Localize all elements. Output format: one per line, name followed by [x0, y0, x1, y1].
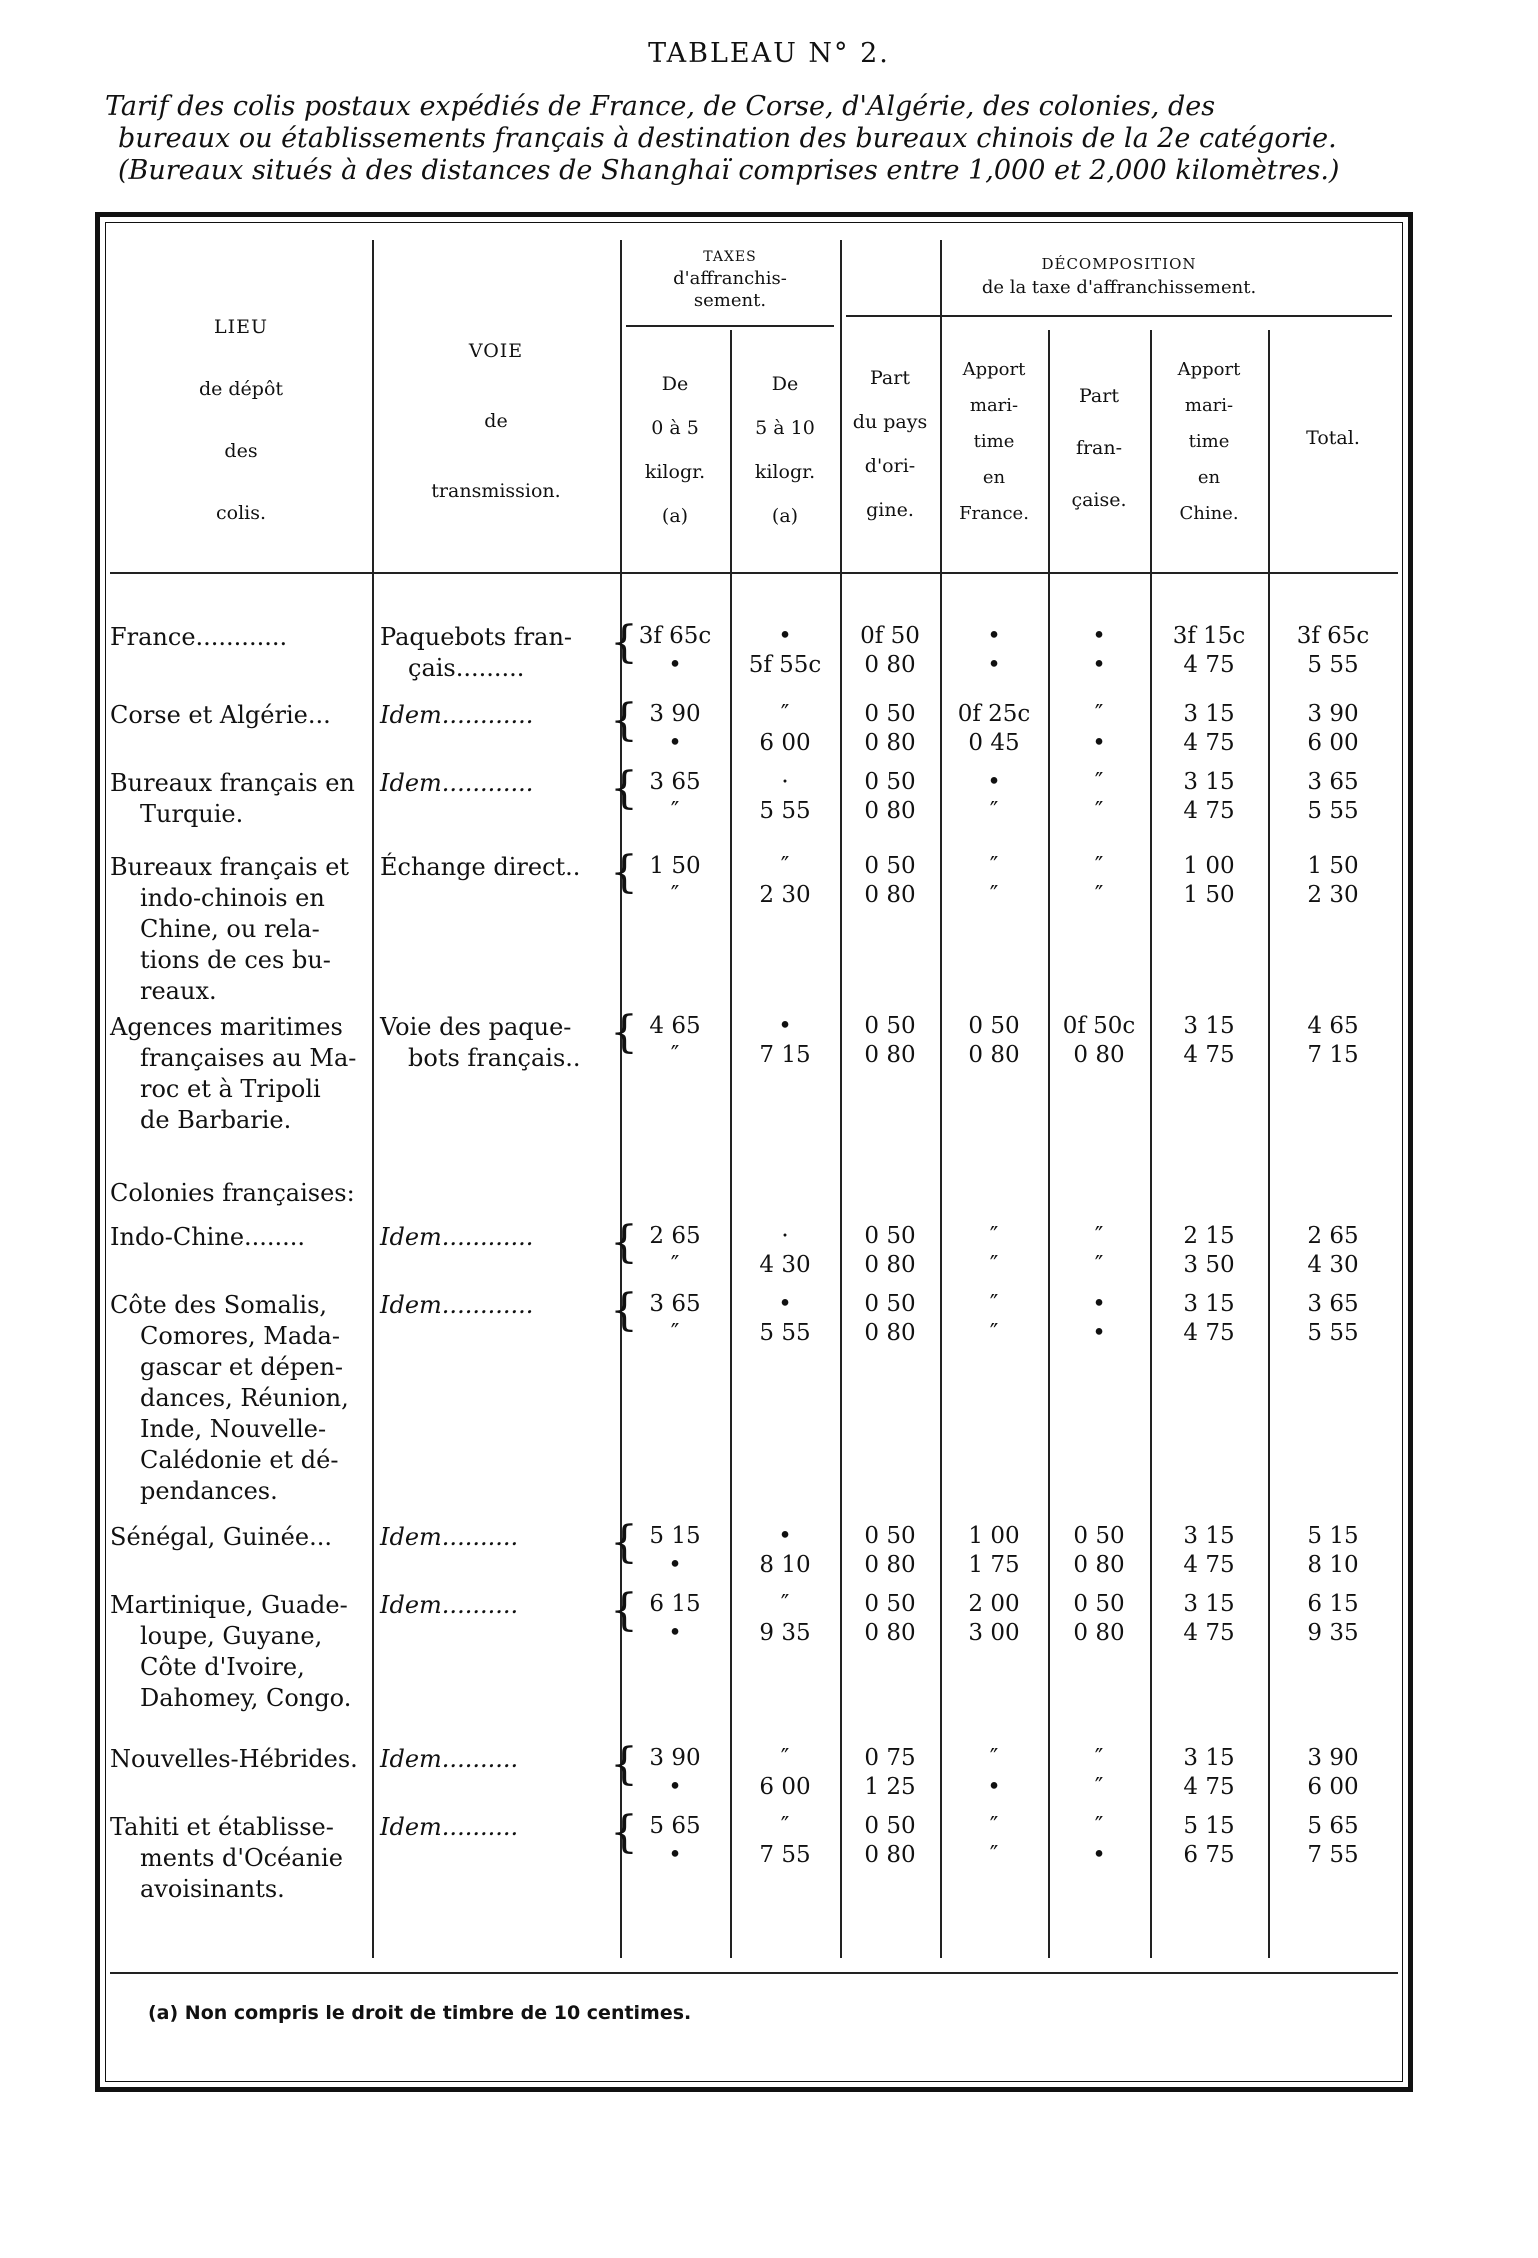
rate-value: 9 35: [1307, 1620, 1359, 1646]
header-lieu: colis.: [215, 502, 267, 524]
rate-value: •: [1092, 730, 1106, 756]
rate-value: ″: [989, 1813, 999, 1839]
header-voie: VOIE: [468, 340, 524, 362]
row-place-label: Bureaux français et: [110, 853, 350, 881]
row-place-label: Bureaux français en: [110, 769, 355, 797]
rate-value: ″: [1094, 769, 1104, 795]
rate-value: ″: [670, 882, 680, 908]
row-route-label: Paquebots fran-: [380, 623, 573, 651]
row-place-label: Indo-Chine........: [110, 1223, 306, 1251]
row-place-label: Colonies françaises:: [110, 1179, 355, 1207]
rate-value: 3 50: [1183, 1252, 1235, 1278]
header-taxe-5-10: kilogr.: [754, 461, 816, 483]
page-title: TABLEAU N° 2.: [648, 38, 890, 69]
rate-value: 3 65: [649, 769, 701, 795]
rate-value: 3 65: [649, 1291, 701, 1317]
rate-value: 3 90: [1307, 1745, 1359, 1771]
rate-value: 5 55: [1307, 652, 1359, 678]
rate-value: ″: [1094, 882, 1104, 908]
header-taxes-group: d'affranchis-: [673, 268, 787, 289]
rate-value: •: [668, 1552, 682, 1578]
rate-value: •: [668, 1774, 682, 1800]
rate-value: ″: [989, 1320, 999, 1346]
rate-value: 0f 50c: [1062, 1013, 1136, 1039]
row-place-label: tions de ces bu-: [140, 946, 331, 974]
rate-value: 4 75: [1183, 798, 1235, 824]
header-apport-chine: Apport: [1177, 359, 1241, 380]
rate-value: •: [668, 730, 682, 756]
rate-value: 1 50: [1183, 882, 1235, 908]
rate-value: 0 75: [864, 1745, 916, 1771]
rate-value: 0 50: [1073, 1591, 1125, 1617]
rate-value: 4 75: [1183, 1552, 1235, 1578]
rate-value: 0 50: [864, 1813, 916, 1839]
row-place-label: dances, Réunion,: [140, 1384, 349, 1412]
rate-value: 3 00: [968, 1620, 1020, 1646]
rate-value: 5 55: [1307, 798, 1359, 824]
row-brace: {: [610, 763, 638, 814]
row-route-label: Idem............: [380, 701, 534, 729]
row-brace: {: [610, 1807, 638, 1858]
rate-value: ″: [1094, 853, 1104, 879]
rate-value: ″: [989, 1223, 999, 1249]
header-part-pays: gine.: [866, 499, 914, 521]
rate-value: 6 00: [1307, 730, 1359, 756]
row-place-label: gascar et dépen-: [140, 1353, 344, 1381]
row-route-label: Idem..........: [380, 1745, 519, 1773]
row-route-label: Idem..........: [380, 1813, 519, 1841]
rate-value: 0 50: [864, 769, 916, 795]
rate-value: ″: [1094, 701, 1104, 727]
rate-value: ·: [781, 1223, 789, 1249]
rate-value: 4 75: [1183, 1620, 1235, 1646]
header-taxe-0-5: De: [661, 373, 689, 395]
row-route-label: Idem............: [380, 1291, 534, 1319]
rate-value: ″: [989, 853, 999, 879]
header-lieu: des: [224, 440, 258, 462]
row-place-label: indo-chinois en: [140, 884, 325, 912]
header-lieu: de dépôt: [198, 378, 284, 400]
header-part-pays: du pays: [852, 411, 928, 433]
rate-value: 6 00: [1307, 1774, 1359, 1800]
rate-value: ″: [670, 1320, 680, 1346]
rate-value: ″: [1094, 1745, 1104, 1771]
row-route-label: bots français..: [408, 1044, 581, 1072]
row-route-label: Idem..........: [380, 1591, 519, 1619]
rate-value: •: [987, 623, 1001, 649]
rate-value: 6 15: [649, 1591, 701, 1617]
rate-value: 3f 65c: [638, 623, 712, 649]
rate-value: 6 00: [759, 1774, 811, 1800]
rate-value: 0 80: [864, 1042, 916, 1068]
rate-value: 0 80: [1073, 1042, 1125, 1068]
rate-value: 3 15: [1183, 1523, 1235, 1549]
rate-value: 0 45: [968, 730, 1020, 756]
row-place-label: Corse et Algérie...: [110, 701, 331, 729]
header-total: Total.: [1306, 427, 1360, 449]
rate-value: 7 15: [759, 1042, 811, 1068]
row-brace: {: [610, 617, 638, 668]
row-place-label: avoisinants.: [140, 1875, 285, 1903]
row-route-label: Idem..........: [380, 1523, 519, 1551]
rate-value: •: [987, 1774, 1001, 1800]
rate-value: 3f 15c: [1172, 623, 1246, 649]
rate-value: 0 50: [864, 853, 916, 879]
rate-value: ″: [780, 1745, 790, 1771]
rate-value: 0 80: [864, 652, 916, 678]
rate-value: 2 15: [1183, 1223, 1235, 1249]
rate-value: 0 80: [864, 1320, 916, 1346]
rate-value: 3 65: [1307, 1291, 1359, 1317]
rate-value: 0 50: [864, 1013, 916, 1039]
rate-value: 3 15: [1183, 701, 1235, 727]
row-place-label: Chine, ou rela-: [140, 915, 320, 943]
header-apport-france: Apport: [962, 359, 1026, 380]
header-apport-chine: Chine.: [1179, 503, 1239, 524]
rate-value: ″: [1094, 1252, 1104, 1278]
rate-value: ″: [989, 1842, 999, 1868]
header-apport-chine: time: [1188, 431, 1230, 452]
rate-value: 8 10: [1307, 1552, 1359, 1578]
rate-value: ″: [1094, 1223, 1104, 1249]
rate-value: 7 15: [1307, 1042, 1359, 1068]
rate-value: 1 00: [1183, 853, 1235, 879]
column-rule: [1150, 330, 1152, 1958]
row-place-label: Agences maritimes: [110, 1013, 343, 1041]
rate-value: 0 80: [1073, 1620, 1125, 1646]
rate-value: •: [1092, 652, 1106, 678]
rate-value: 1 25: [864, 1774, 916, 1800]
rate-value: •: [1092, 1320, 1106, 1346]
row-place-label: Côte des Somalis,: [110, 1291, 328, 1319]
header-apport-chine: en: [1197, 467, 1221, 488]
rate-value: 0 50: [968, 1013, 1020, 1039]
header-decomposition-group: DÉCOMPOSITION: [1041, 255, 1197, 273]
rate-value: ″: [1094, 1774, 1104, 1800]
rate-value: 4 75: [1183, 652, 1235, 678]
taxes-group-rule: [626, 325, 834, 327]
rate-value: 6 75: [1183, 1842, 1235, 1868]
rate-value: •: [778, 1523, 792, 1549]
rate-value: 0 80: [864, 1842, 916, 1868]
rate-value: 5 55: [759, 798, 811, 824]
header-part-pays: Part: [870, 367, 910, 389]
header-apport-france: time: [973, 431, 1015, 452]
rate-value: ″: [780, 1591, 790, 1617]
rate-value: 7 55: [759, 1842, 811, 1868]
rate-value: •: [987, 652, 1001, 678]
rate-value: 4 65: [649, 1013, 701, 1039]
rate-value: 3 15: [1183, 1591, 1235, 1617]
rate-value: ″: [670, 1042, 680, 1068]
intro-line-2: bureaux ou établissements français à destination des bureaux chinois de la 2e catégorie.: [118, 123, 1337, 154]
rate-value: 3 15: [1183, 769, 1235, 795]
rate-value: 5 55: [1307, 1320, 1359, 1346]
rate-value: •: [668, 1620, 682, 1646]
row-place-label: Sénégal, Guinée...: [110, 1523, 332, 1551]
header-part-francaise: fran-: [1075, 437, 1123, 459]
rate-value: 1 50: [1307, 853, 1359, 879]
rate-value: •: [668, 652, 682, 678]
header-part-pays: d'ori-: [864, 455, 916, 477]
rate-value: 8 10: [759, 1552, 811, 1578]
header-taxe-5-10: (a): [771, 505, 799, 527]
rate-value: ″: [989, 1252, 999, 1278]
rate-value: 0 50: [864, 701, 916, 727]
header-voie: de: [484, 410, 508, 432]
rate-value: 0 80: [864, 1620, 916, 1646]
row-place-label: de Barbarie.: [140, 1106, 292, 1134]
row-place-label: Nouvelles-Hébrides.: [110, 1745, 358, 1773]
row-place-label: françaises au Ma-: [140, 1044, 357, 1072]
row-brace: {: [610, 847, 638, 898]
rate-value: ″: [780, 1813, 790, 1839]
rate-value: ″: [989, 798, 999, 824]
header-taxe-0-5: 0 à 5: [651, 417, 699, 439]
header-voie: transmission.: [431, 480, 561, 502]
row-brace: {: [610, 1739, 638, 1790]
rate-value: ″: [989, 882, 999, 908]
row-route-label: çais.........: [408, 654, 525, 682]
rate-value: 2 65: [1307, 1223, 1359, 1249]
rate-value: 1 75: [968, 1552, 1020, 1578]
rate-value: ″: [989, 1745, 999, 1771]
rate-value: •: [778, 623, 792, 649]
rate-value: 0 50: [864, 1223, 916, 1249]
rate-value: 6 00: [759, 730, 811, 756]
row-place-label: France............: [110, 623, 288, 651]
row-place-label: Calédonie et dé-: [140, 1446, 339, 1474]
rate-value: 4 75: [1183, 1774, 1235, 1800]
header-part-francaise: çaise.: [1071, 489, 1127, 511]
rate-value: 2 30: [1307, 882, 1359, 908]
row-brace: {: [610, 1007, 638, 1058]
row-place-label: pendances.: [140, 1477, 278, 1505]
row-place-label: Dahomey, Congo.: [140, 1684, 352, 1712]
row-place-label: Tahiti et établisse-: [110, 1813, 334, 1841]
rate-value: ″: [780, 701, 790, 727]
column-rule: [730, 330, 732, 1958]
rate-value: 3 90: [1307, 701, 1359, 727]
rate-value: ″: [1094, 798, 1104, 824]
rate-value: 3f 65c: [1296, 623, 1370, 649]
rate-value: 5 65: [1307, 1813, 1359, 1839]
rate-value: 3 15: [1183, 1013, 1235, 1039]
row-brace: {: [610, 1517, 638, 1568]
rate-value: 0 80: [864, 1252, 916, 1278]
row-route-label: Idem............: [380, 1223, 534, 1251]
rate-value: 5f 55c: [748, 652, 822, 678]
column-rule: [1048, 330, 1050, 1958]
rate-value: 3 90: [649, 1745, 701, 1771]
rate-value: 9 35: [759, 1620, 811, 1646]
footnote: (a) Non compris le droit de timbre de 10 centimes.: [148, 2002, 692, 2024]
row-place-label: roc et à Tripoli: [140, 1075, 321, 1103]
header-apport-france: France.: [959, 503, 1029, 524]
row-place-label: Côte d'Ivoire,: [140, 1653, 305, 1681]
rate-value: 2 30: [759, 882, 811, 908]
rate-value: 7 55: [1307, 1842, 1359, 1868]
rate-value: 5 55: [759, 1320, 811, 1346]
header-taxes-group: sement.: [693, 290, 767, 311]
rate-value: 0f 25c: [957, 701, 1031, 727]
rate-value: 0 80: [864, 1552, 916, 1578]
row-place-label: reaux.: [140, 977, 217, 1005]
rate-value: 0 50: [864, 1523, 916, 1549]
rate-value: 3 90: [649, 701, 701, 727]
row-brace: {: [610, 1285, 638, 1336]
rate-value: •: [668, 1842, 682, 1868]
rate-value: 5 15: [649, 1523, 701, 1549]
rate-value: •: [778, 1013, 792, 1039]
footer-rule: [110, 1972, 1398, 1974]
rate-value: ″: [670, 798, 680, 824]
rate-value: 4 75: [1183, 730, 1235, 756]
row-place-label: Comores, Mada-: [140, 1322, 340, 1350]
rate-value: 2 65: [649, 1223, 701, 1249]
rate-value: 2 00: [968, 1591, 1020, 1617]
rate-value: ″: [989, 1291, 999, 1317]
intro-line-3: (Bureaux situés à des distances de Shanghaï comprises entre 1,000 et 2,000 kilomètres.): [118, 155, 1340, 186]
rate-value: •: [1092, 1291, 1106, 1317]
header-apport-france: mari-: [969, 395, 1019, 416]
rate-value: 5 15: [1183, 1813, 1235, 1839]
decomposition-group-rule: [846, 315, 1392, 317]
rate-value: 3 15: [1183, 1291, 1235, 1317]
row-brace: {: [610, 695, 638, 746]
row-place-label: ments d'Océanie: [140, 1844, 343, 1872]
rate-value: 3 65: [1307, 769, 1359, 795]
rate-value: ″: [780, 853, 790, 879]
header-taxe-0-5: kilogr.: [644, 461, 706, 483]
rate-value: •: [1092, 1842, 1106, 1868]
header-taxe-5-10: 5 à 10: [755, 417, 815, 439]
rate-value: 4 65: [1307, 1013, 1359, 1039]
row-place-label: Martinique, Guade-: [110, 1591, 348, 1619]
rate-value: 6 15: [1307, 1591, 1359, 1617]
rate-value: 0f 50: [860, 623, 920, 649]
rate-value: 5 15: [1307, 1523, 1359, 1549]
rate-value: 0 50: [1073, 1523, 1125, 1549]
rate-value: 5 65: [649, 1813, 701, 1839]
rate-value: ·: [781, 769, 789, 795]
intro-line-1: Tarif des colis postaux expédiés de France, de Corse, d'Algérie, des colonies, des: [105, 91, 1216, 122]
rate-value: 4 75: [1183, 1320, 1235, 1346]
header-part-francaise: Part: [1079, 385, 1119, 407]
header-rule: [110, 572, 1398, 574]
row-brace: {: [610, 1585, 638, 1636]
row-place-label: loupe, Guyane,: [140, 1622, 323, 1650]
header-lieu: LIEU: [213, 316, 268, 338]
header-taxe-0-5: (a): [661, 505, 689, 527]
rate-value: 0 50: [864, 1591, 916, 1617]
rate-value: ″: [1094, 1813, 1104, 1839]
row-route-label: Voie des paque-: [380, 1013, 572, 1041]
row-route-label: Idem............: [380, 769, 534, 797]
row-place-label: Inde, Nouvelle-: [140, 1415, 327, 1443]
rate-value: 4 30: [1307, 1252, 1359, 1278]
rate-value: 0 80: [968, 1042, 1020, 1068]
row-route-label: Échange direct..: [380, 853, 581, 881]
rate-value: 0 50: [864, 1291, 916, 1317]
rate-value: 0 80: [864, 798, 916, 824]
rate-value: 3 15: [1183, 1745, 1235, 1771]
column-rule: [1268, 330, 1270, 1958]
rate-value: 0 80: [864, 730, 916, 756]
rate-value: 0 80: [1073, 1552, 1125, 1578]
rate-value: 0 80: [864, 882, 916, 908]
header-apport-france: en: [982, 467, 1006, 488]
rate-value: 1 00: [968, 1523, 1020, 1549]
rate-value: ″: [670, 1252, 680, 1278]
header-decomposition-group: de la taxe d'affranchissement.: [981, 277, 1257, 298]
rate-value: 4 30: [759, 1252, 811, 1278]
row-brace: {: [610, 1217, 638, 1268]
row-place-label: Turquie.: [140, 800, 244, 828]
header-taxe-5-10: De: [771, 373, 799, 395]
rate-value: •: [778, 1291, 792, 1317]
rate-value: 4 75: [1183, 1042, 1235, 1068]
rate-value: •: [1092, 623, 1106, 649]
header-apport-chine: mari-: [1184, 395, 1234, 416]
rate-value: •: [987, 769, 1001, 795]
header-taxes-group: TAXES: [703, 249, 757, 265]
rate-value: 1 50: [649, 853, 701, 879]
